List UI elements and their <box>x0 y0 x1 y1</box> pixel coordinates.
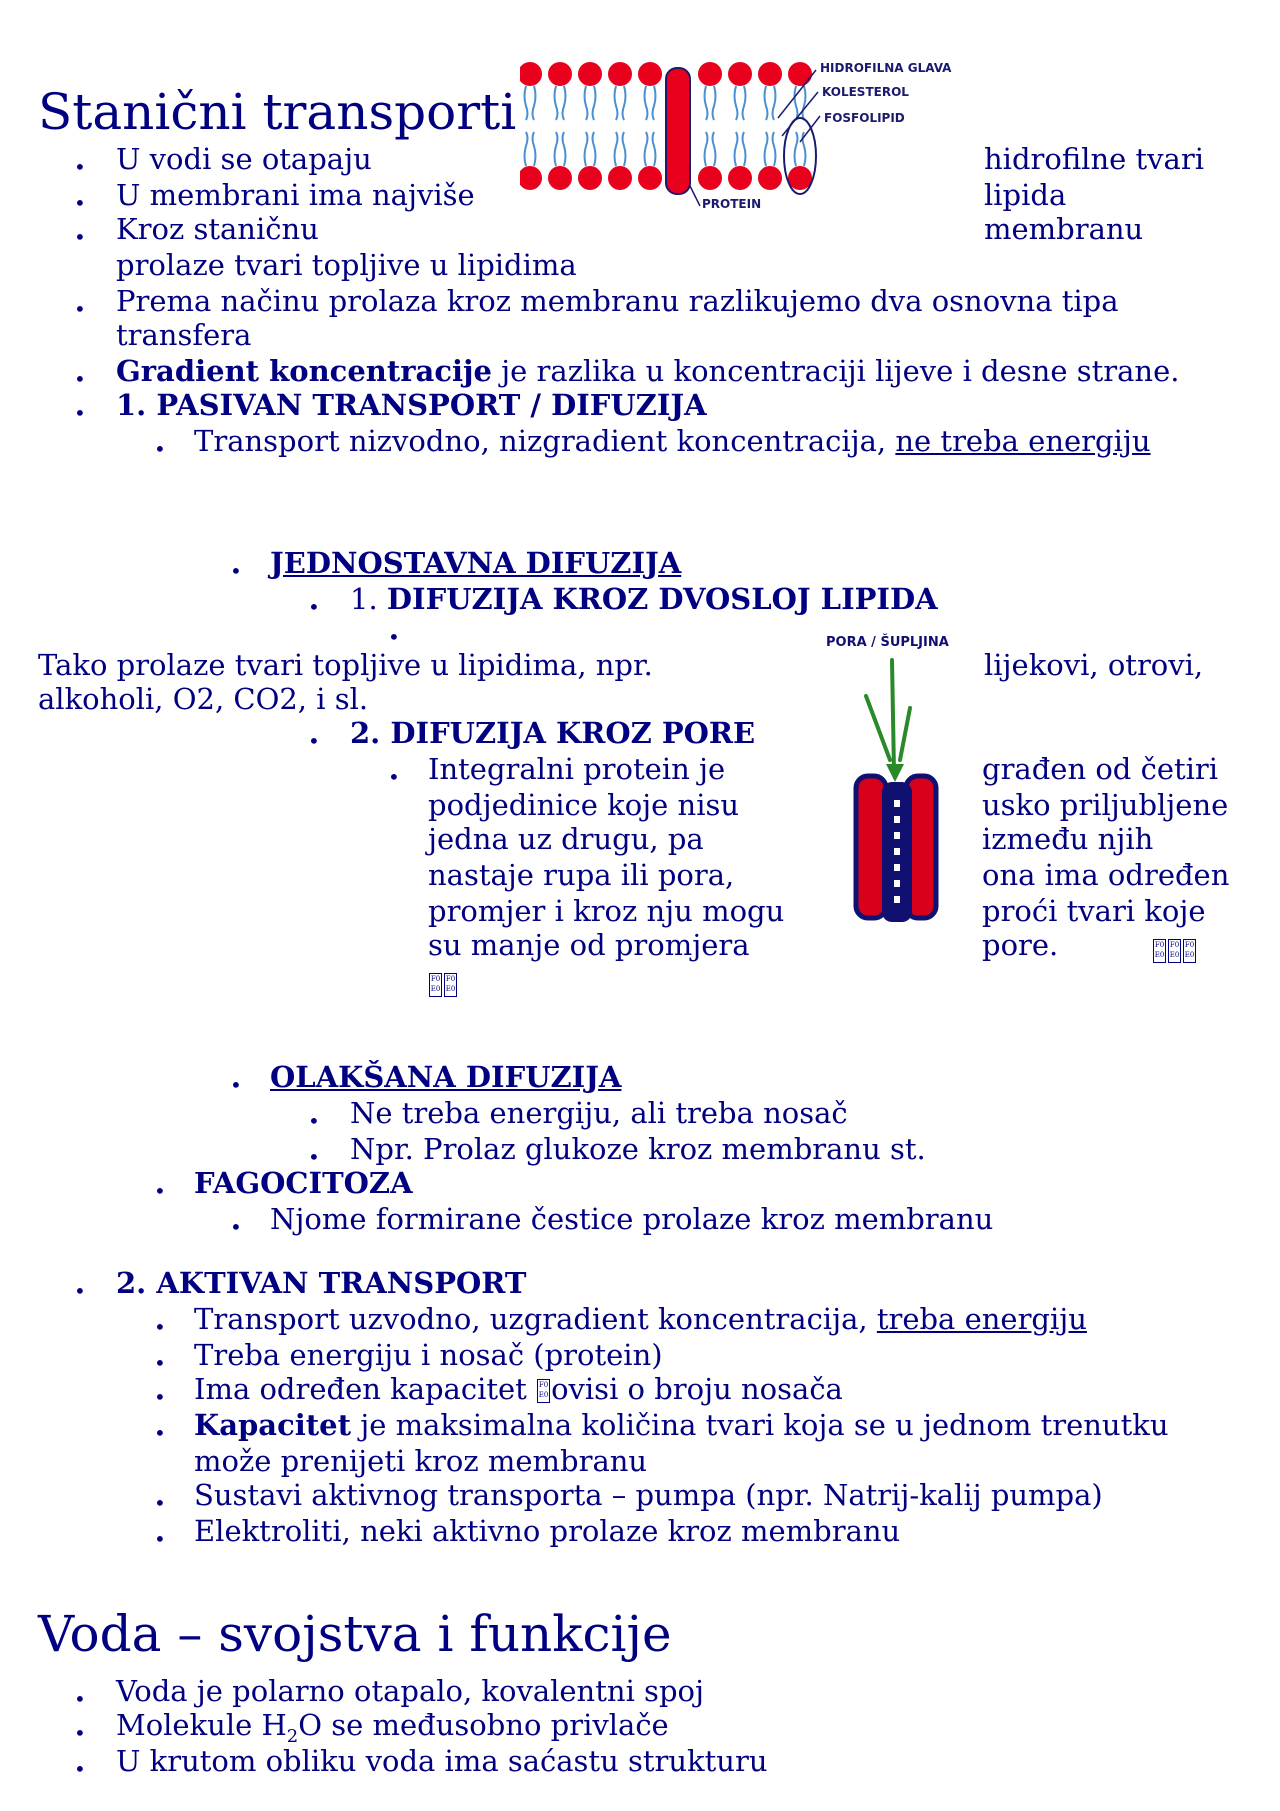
bullet: • <box>230 1215 242 1239</box>
section-title-water: Voda – svojstva i funkcije <box>38 1605 672 1663</box>
lipid-head <box>638 62 662 86</box>
lipid-tail <box>563 86 566 120</box>
pore-diagram <box>820 624 980 924</box>
lipid-head <box>608 166 632 190</box>
line-1-right: hidrofilne tvari <box>984 142 1204 176</box>
lipid-tail <box>773 86 776 120</box>
lipid-tail <box>765 132 768 166</box>
lipid-head <box>698 62 722 86</box>
glyph-boxes-left <box>428 966 458 1001</box>
bullet: • <box>388 625 400 649</box>
bullet: • <box>74 1279 86 1303</box>
pore-left-2: jedna uz drugu, pa <box>428 822 704 856</box>
line-3-left: Kroz staničnu <box>116 212 319 246</box>
active-item-4-cont: može prenijeti kroz membranu <box>194 1444 648 1478</box>
lipid-head <box>728 166 752 190</box>
lipid-head <box>608 62 632 86</box>
section-title: Stanični transporti <box>38 83 517 141</box>
bullet: • <box>154 437 166 461</box>
bullet: • <box>74 367 86 391</box>
active-item-1: Transport uzvodno, uzgradient koncentracija, treba energiju <box>194 1302 1087 1336</box>
lipid-tail <box>653 132 656 166</box>
pore-dot <box>894 848 900 855</box>
pore-right-2: između njih <box>982 822 1154 856</box>
line-1-left: U vodi se otapaju <box>116 142 372 176</box>
pore-right-0: građen od četiri <box>982 752 1219 786</box>
pore-left-0: Integralni protein je <box>428 752 726 786</box>
lipid-tail <box>623 86 626 120</box>
active-item-3: Ima određen kapacitet F0 E0ovisi o broju nosača <box>194 1372 843 1406</box>
lipid-tail <box>705 86 708 120</box>
bullet: • <box>154 1351 166 1375</box>
phago-heading: FAGOCITOZA <box>194 1166 413 1200</box>
missing-glyph-box: F0 E0 <box>537 1379 550 1403</box>
lipid-tail <box>555 132 558 166</box>
pore-right-1: usko priljubljene <box>982 788 1229 822</box>
lipid-tail <box>743 132 746 166</box>
simple-text-right: lijekovi, otrovi, <box>984 648 1204 682</box>
pore-label: PORA / ŠUPLJINA <box>826 635 949 650</box>
label-head: HIDROFILNA GLAVA <box>820 61 952 75</box>
lipid-head <box>788 62 812 86</box>
bullet: • <box>230 1073 242 1097</box>
lipid-tail <box>623 132 626 166</box>
bullet: • <box>230 559 242 583</box>
lipid-head <box>520 166 542 190</box>
membrane-diagram <box>520 56 980 216</box>
pore-dot <box>894 832 900 839</box>
pore-dot <box>894 800 900 807</box>
lipid-head <box>548 166 572 190</box>
active-item-5: Sustavi aktivnog transporta – pumpa (npr. Natrij-kalij pumpa) <box>194 1478 1103 1512</box>
simple-text-cont: alkoholi, O2, CO2, i sl. <box>38 682 369 716</box>
simple-item-2: 2. DIFUZIJA KROZ PORE <box>350 716 756 750</box>
missing-glyph-box: F0 E0 <box>1153 939 1166 963</box>
water-item-2: Molekule $H_2O$ se međusobno privlače <box>116 1708 669 1747</box>
lipid-tail <box>653 86 656 120</box>
bullet: • <box>74 1687 86 1711</box>
lipid-head <box>548 62 572 86</box>
passive-sub: Transport nizvodno, nizgradient koncentracija, ne treba energiju <box>194 424 1151 458</box>
lipid-tail <box>525 86 528 120</box>
lipid-tail <box>713 86 716 120</box>
line-4: Prema načinu prolaza kroz membranu razlikujemo dva osnovna tipa <box>116 284 1119 318</box>
missing-glyph-box: F0 E0 <box>1183 939 1196 963</box>
bullet: • <box>74 155 86 179</box>
pore-dot <box>894 896 900 903</box>
bullet: • <box>74 401 86 425</box>
line-3-right: membranu <box>984 212 1144 246</box>
bullet: • <box>308 595 320 619</box>
label-protein: PROTEIN <box>702 197 762 211</box>
lipid-tail <box>525 132 528 166</box>
water-item-3: U krutom obliku voda ima saćastu strukturu <box>116 1744 768 1778</box>
bullet: • <box>308 1109 320 1133</box>
lipid-tail <box>585 132 588 166</box>
facilitated-item-0: Ne treba energiju, ali treba nosač <box>350 1096 848 1130</box>
lipid-tail <box>795 132 798 166</box>
phago-item-0: Njome formirane čestice prolaze kroz membranu <box>270 1202 994 1236</box>
lipid-tail <box>563 132 566 166</box>
facilitated-heading: OLAKŠANA DIFUZIJA <box>270 1060 622 1094</box>
line-2-right: lipida <box>984 178 1067 212</box>
lipid-tail <box>713 132 716 166</box>
active-item-2: Treba energiju i nosač (protein) <box>194 1338 663 1372</box>
label-cholesterol: KOLESTEROL <box>822 85 909 99</box>
lipid-tail <box>803 86 806 120</box>
bullet: • <box>154 1491 166 1515</box>
line-3-cont: prolaze tvari topljive u lipidima <box>116 248 577 282</box>
lipid-head <box>638 166 662 190</box>
lipid-tail <box>645 132 648 166</box>
pore-right-3: ona ima određen <box>982 858 1230 892</box>
lipid-tail <box>743 86 746 120</box>
bullet: • <box>154 1421 166 1445</box>
lipid-head <box>758 62 782 86</box>
water-item-1: Voda je polarno otapalo, kovalentni spoj <box>116 1674 704 1708</box>
pore-dot <box>894 816 900 823</box>
active-item-6: Elektroliti, neki aktivno prolaze kroz membranu <box>194 1514 901 1548</box>
bullet: • <box>154 1179 166 1203</box>
pore-left-4: promjer i kroz nju mogu <box>428 894 785 928</box>
line-5: Gradient koncentracije je razlika u koncentraciji lijeve i desne strane. <box>116 354 1180 388</box>
bullet: • <box>74 191 86 215</box>
lipid-head <box>578 166 602 190</box>
lipid-tail <box>615 86 618 120</box>
bullet: • <box>74 297 86 321</box>
lipid-tail <box>585 86 588 120</box>
lipid-tail <box>593 86 596 120</box>
lipid-tail <box>795 86 798 120</box>
lipid-tail <box>773 132 776 166</box>
active-heading: 2. AKTIVAN TRANSPORT <box>116 1266 527 1300</box>
lipid-head <box>698 166 722 190</box>
bullet: • <box>154 1385 166 1409</box>
lipid-tail <box>533 86 536 120</box>
missing-glyph-box: F0 E0 <box>1168 939 1181 963</box>
protein-shape <box>666 68 690 194</box>
lipid-head <box>520 62 542 86</box>
active-item-4: Kapacitet je maksimalna količina tvari koja se u jednom trenutku <box>194 1408 1169 1442</box>
bullet: • <box>74 225 86 249</box>
pore-dot <box>894 864 900 871</box>
pore-left-1: podjedinice koje nisu <box>428 788 740 822</box>
bullet: • <box>74 1757 86 1781</box>
lipid-tail <box>555 86 558 120</box>
passive-heading: 1. PASIVAN TRANSPORT / DIFUZIJA <box>116 388 707 422</box>
line-4-cont: transfera <box>116 318 252 352</box>
label-phospholipid: FOSFOLIPID <box>824 111 905 125</box>
pore-left-5: su manje od promjera <box>428 928 750 962</box>
pore-right-5: pore. <box>982 928 1059 962</box>
missing-glyph-box: F0 E0 <box>429 973 442 997</box>
glyph-boxes-right <box>1152 932 1197 967</box>
bullet: • <box>74 1721 86 1745</box>
facilitated-item-1: Npr. Prolaz glukoze kroz membranu st. <box>350 1132 926 1166</box>
lipid-tail <box>645 86 648 120</box>
bullet: • <box>388 765 400 789</box>
lipid-head <box>788 166 812 190</box>
lipid-head <box>578 62 602 86</box>
bullet: • <box>308 729 320 753</box>
simple-text-left: Tako prolaze tvari topljive u lipidima, npr. <box>38 648 653 682</box>
simple-diffusion-heading: JEDNOSTAVNA DIFUZIJA <box>270 546 682 580</box>
line-2-left: U membrani ima najviše <box>116 178 475 212</box>
lipid-tail <box>735 86 738 120</box>
missing-glyph-box: F0 E0 <box>444 973 457 997</box>
lipid-tail <box>735 132 738 166</box>
bullet: • <box>308 1145 320 1169</box>
lipid-head <box>758 166 782 190</box>
pore-left-3: nastaje rupa ili pora, <box>428 858 735 892</box>
lipid-tail <box>593 132 596 166</box>
bullet: • <box>154 1315 166 1339</box>
lipid-head <box>728 62 752 86</box>
lipid-tail <box>705 132 708 166</box>
lipid-tail <box>765 86 768 120</box>
lipid-tail <box>533 132 536 166</box>
pore-right-4: proći tvari koje <box>982 894 1206 928</box>
pore-dot <box>894 880 900 887</box>
lipid-tail <box>615 132 618 166</box>
simple-item-1: 1. DIFUZIJA KROZ DVOSLOJ LIPIDA <box>350 582 938 616</box>
bullet: • <box>154 1527 166 1551</box>
